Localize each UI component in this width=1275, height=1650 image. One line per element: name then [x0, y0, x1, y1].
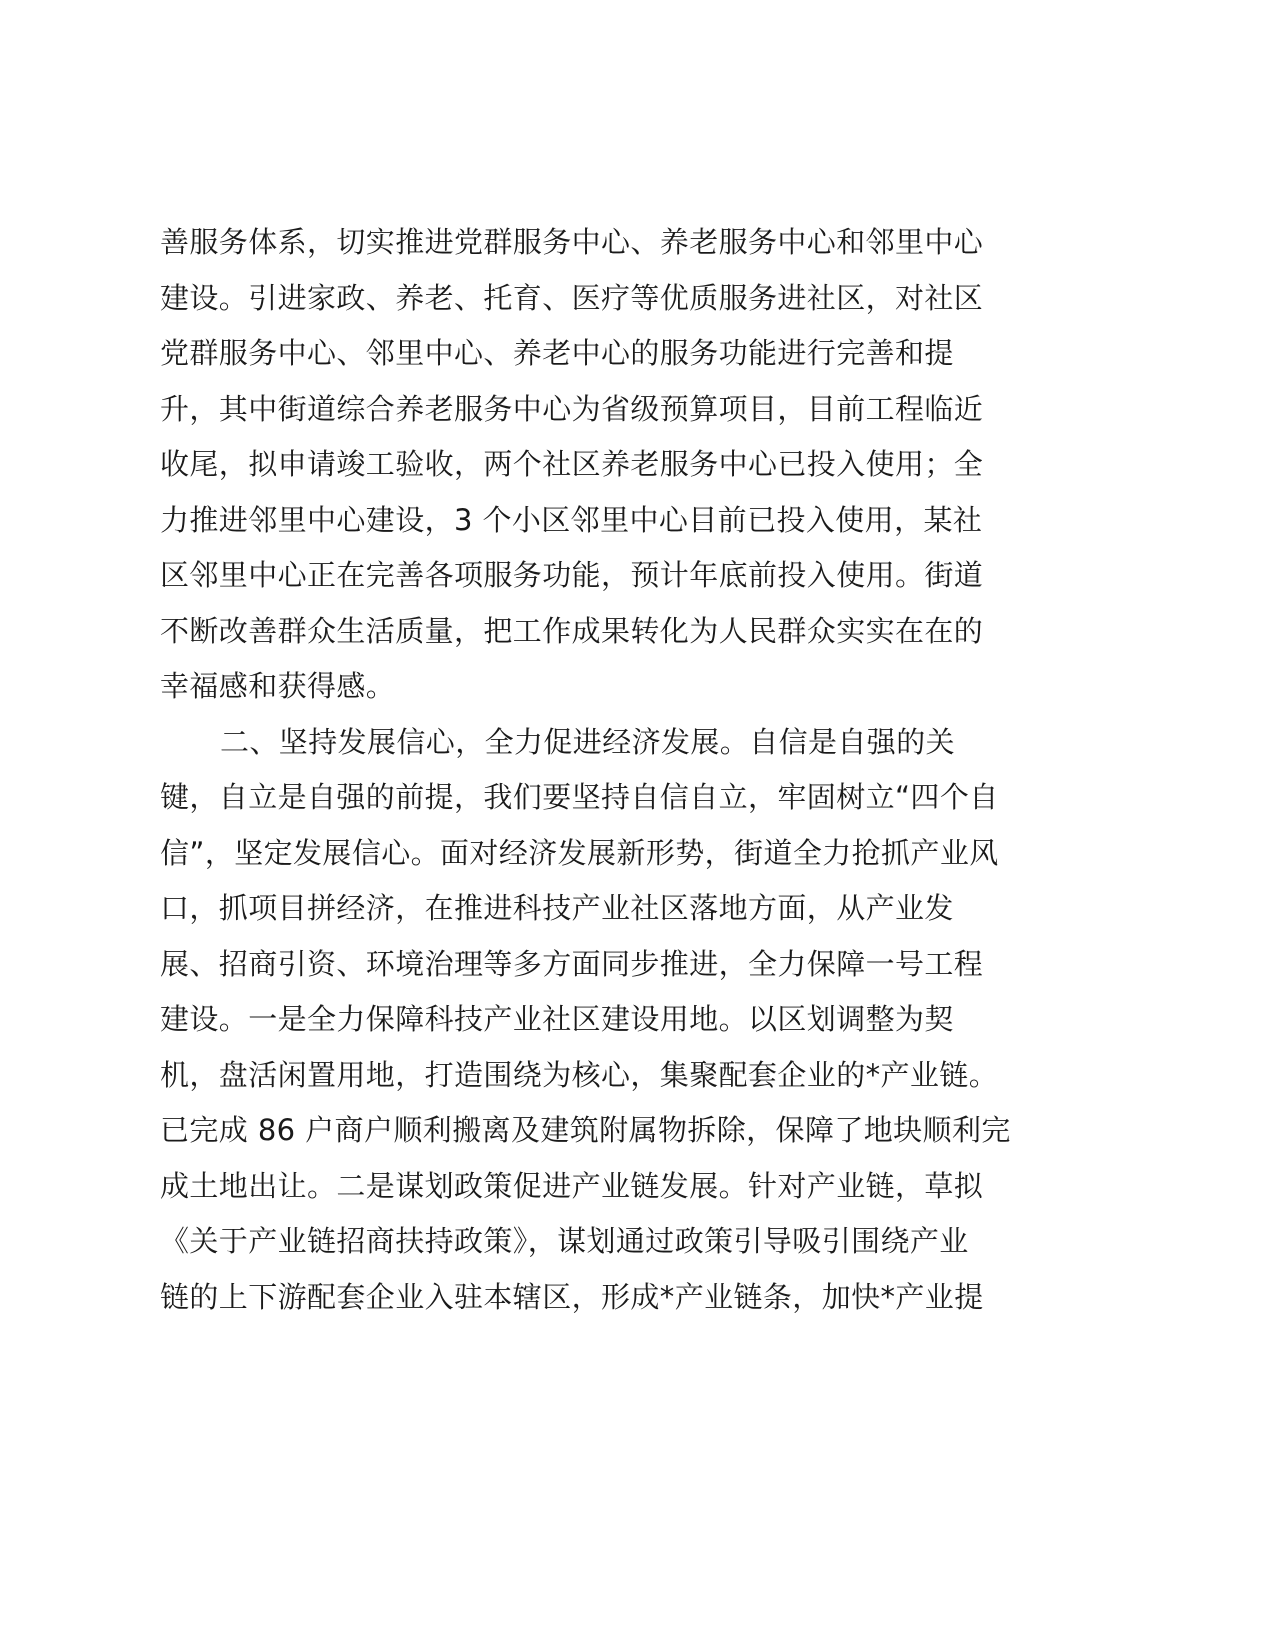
text-line: 建设。一是全力保障科技产业社区建设用地。以区划调整为契	[160, 1002, 954, 1036]
text-line: 升，其中街道综合养老服务中心为省级预算项目，目前工程临近	[160, 391, 984, 426]
text-line: 链的上下游配套企业入驻本辖区，形成*产业链条，加快*产业提	[160, 1279, 984, 1314]
text-line: 区邻里中心正在完善各项服务功能，预计年底前投入使用。街道	[160, 558, 984, 592]
text-line: 不断改善群众生活质量，把工作成果转化为人民群众实实在在的	[160, 613, 984, 648]
text-line: 口，抓项目拼经济，在推进科技产业社区落地方面，从产业发	[160, 891, 954, 925]
body-text	[160, 222, 1080, 1332]
text-line: 善服务体系，切实推进党群服务中心、养老服务中心和邻里中心	[160, 225, 984, 259]
text-line: 力推进邻里中心建设，3 个小区邻里中心目前已投入使用，某社	[160, 502, 983, 537]
text-line: 已完成 86 户商户顺利搬离及建筑附属物拆除，保障了地块顺利完	[160, 1113, 1011, 1147]
text-line: 成土地出让。二是谋划政策促进产业链发展。针对产业链，草拟	[160, 1168, 984, 1203]
text-line: 键，自立是自强的前提，我们要坚持自信自立，牢固树立“四个自	[160, 780, 999, 814]
section-heading-line: 二、坚持发展信心，全力促进经济发展。自信是自强的关	[220, 724, 956, 759]
text-line: 机，盘活闲置用地，打造围绕为核心，集聚配套企业的*产业链。	[160, 1057, 999, 1092]
text-line: 幸福感和获得感。	[160, 669, 396, 703]
text-line: 信”，坚定发展信心。面对经济发展新形势，街道全力抢抓产业风	[160, 835, 999, 870]
text-line: 展、招商引资、环境治理等多方面同步推进，全力保障一号工程	[160, 946, 984, 981]
text-line: 《关于产业链招商扶持政策》，谋划通过政策引导吸引围绕产业	[160, 1224, 969, 1258]
text-line: 党群服务中心、邻里中心、养老中心的服务功能进行完善和提	[160, 336, 954, 370]
text-line: 建设。引进家政、养老、托育、医疗等优质服务进社区，对社区	[160, 280, 984, 315]
text-line: 收尾，拟申请竣工验收，两个社区养老服务中心已投入使用；全	[160, 447, 984, 481]
